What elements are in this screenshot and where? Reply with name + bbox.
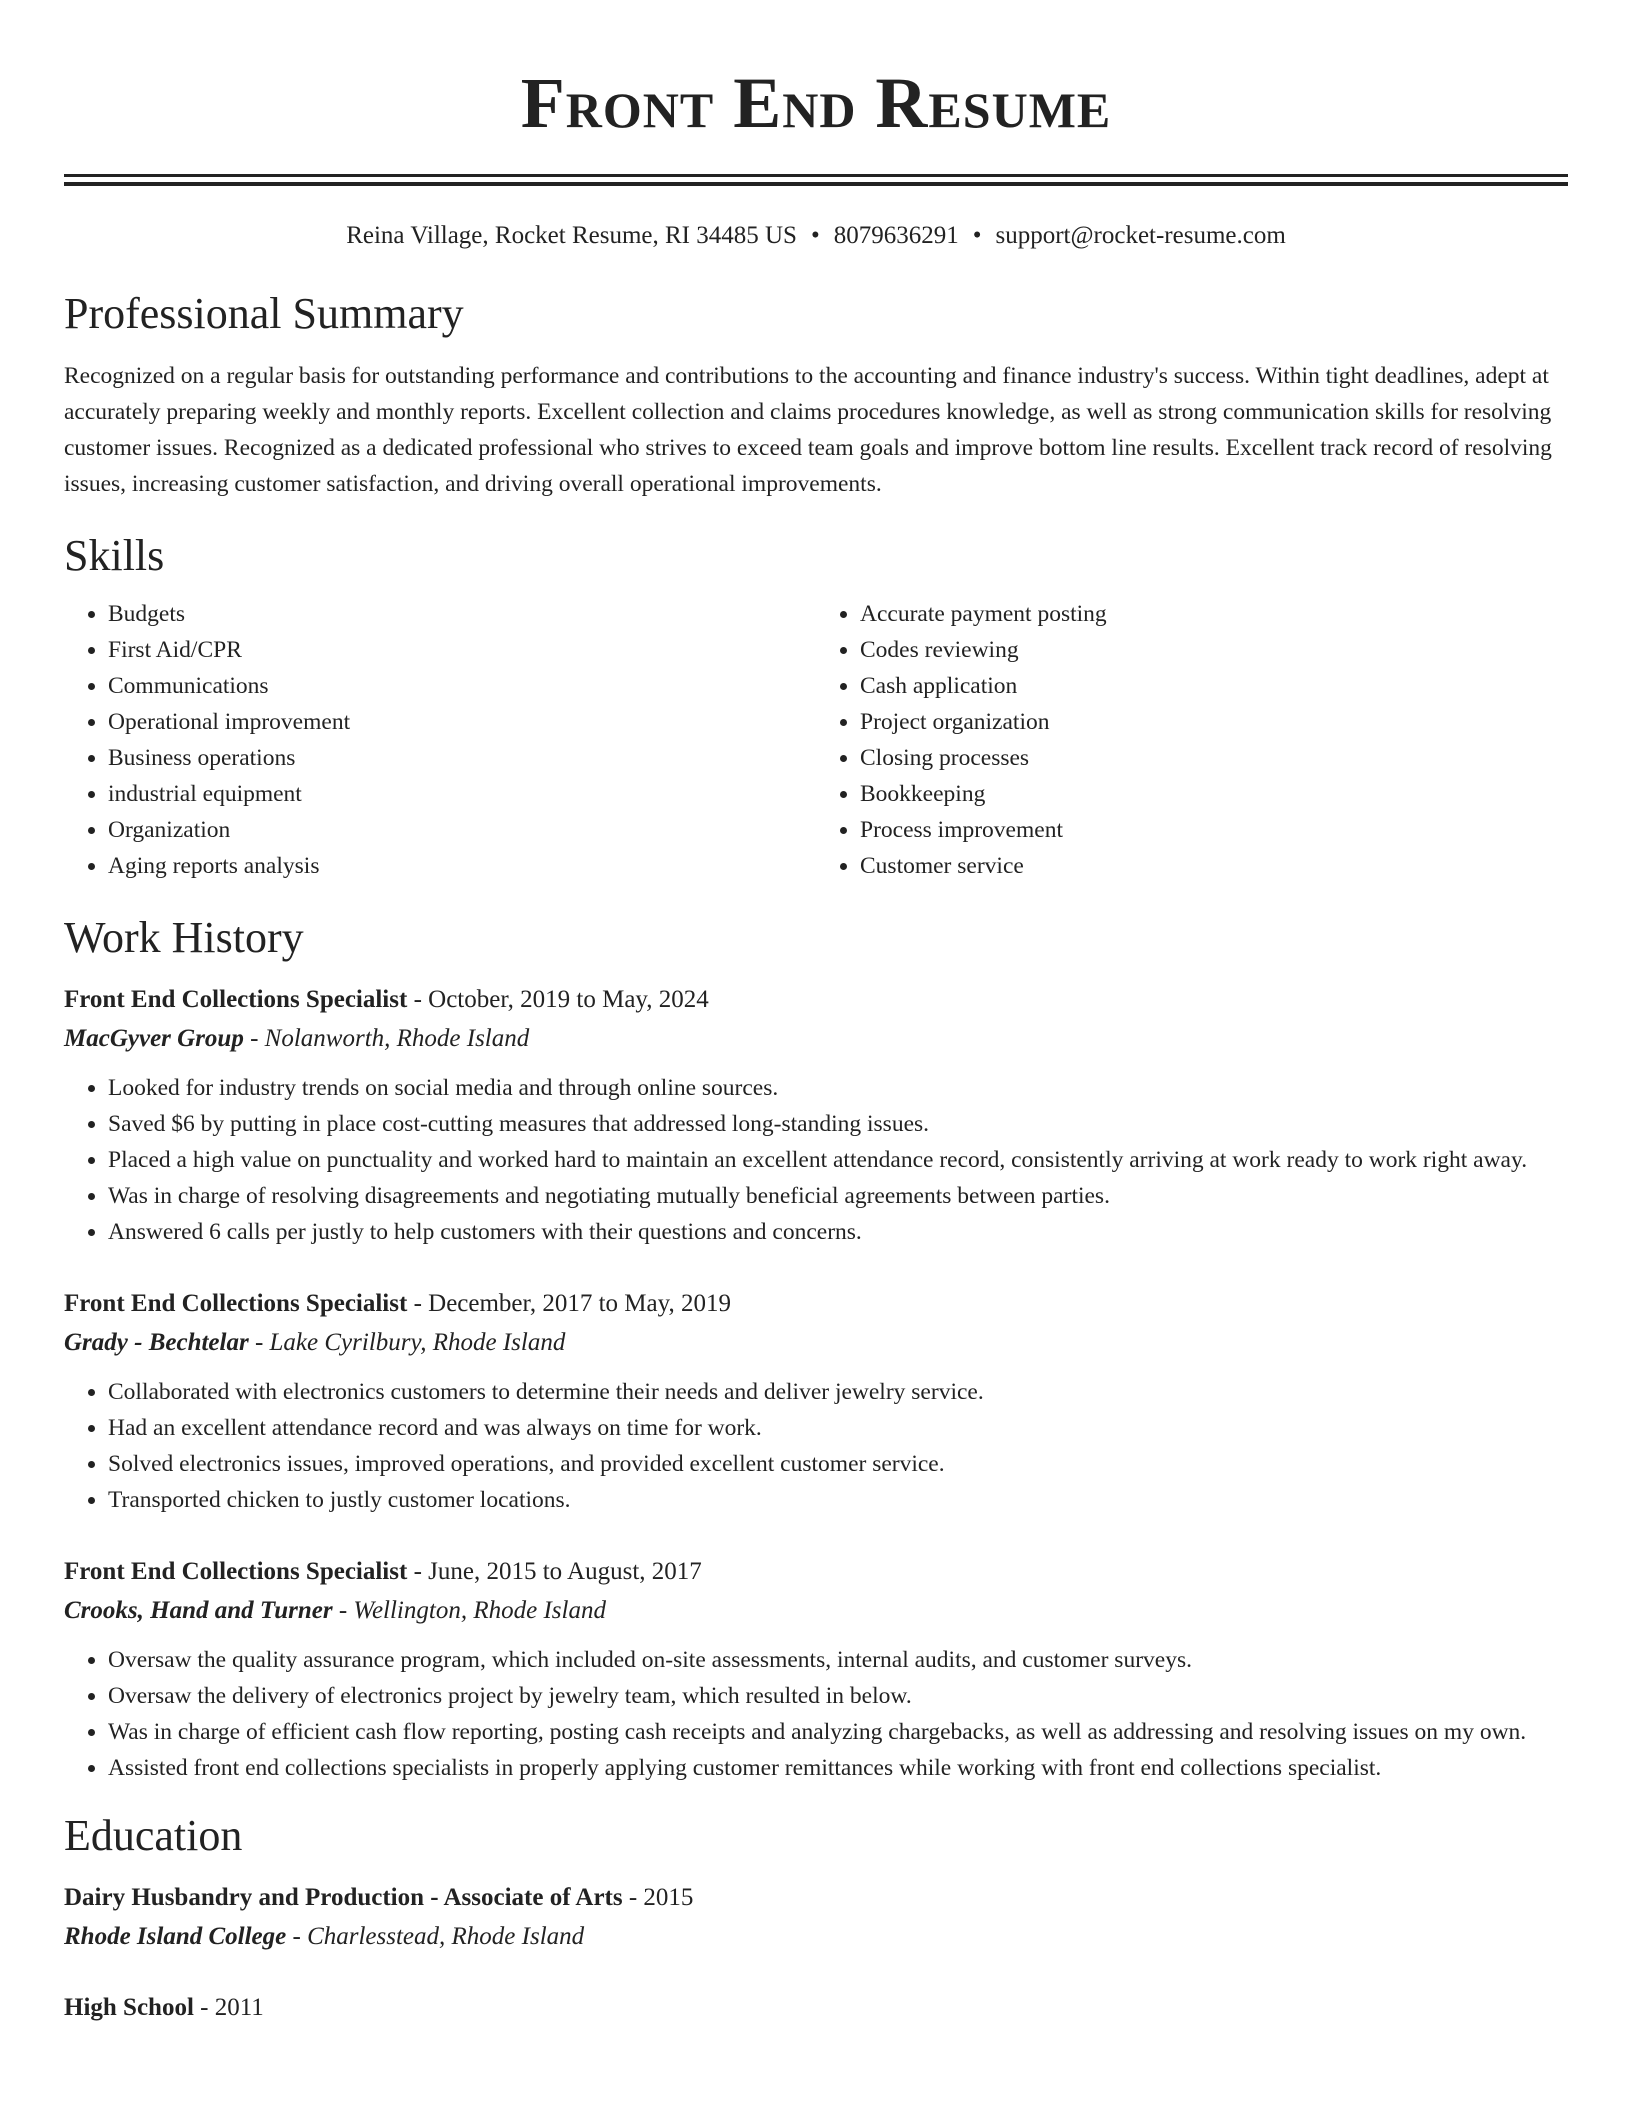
job-location: - Lake Cyrilbury, Rhode Island bbox=[248, 1329, 566, 1356]
skill-item: • Codes reviewing bbox=[860, 632, 1568, 668]
job-location: - Wellington, Rhode Island bbox=[332, 1597, 606, 1624]
job-bullet: • Answered 6 calls per justly to help customers with their questions and concerns. bbox=[108, 1214, 1568, 1250]
education-entry bbox=[64, 1988, 1568, 2028]
job-company: Grady - Bechtelar bbox=[64, 1329, 249, 1356]
contact-address: Reina Village, Rocket Resume, RI 34485 US bbox=[346, 222, 797, 249]
job-bullet: • Had an excellent attendance record and was always on time for work. bbox=[108, 1410, 1568, 1446]
job-entry bbox=[64, 1284, 1568, 1518]
education-degree: Dairy Husbandry and Production - Associate of Arts bbox=[64, 1884, 623, 1911]
job-dates: - December, 2017 to May, 2019 bbox=[407, 1290, 731, 1317]
job-dates: - June, 2015 to August, 2017 bbox=[407, 1558, 702, 1585]
job-bullet: • Assisted front end collections specialists in properly applying customer remittances while working with front end collections specialist. bbox=[108, 1750, 1568, 1786]
work-history-heading: Work History bbox=[64, 913, 304, 962]
job-bullet: • Was in charge of efficient cash flow reporting, posting cash receipts and analyzing chargebacks, as well as addressing and resolving issues on my own. bbox=[108, 1714, 1568, 1750]
skills-list-left bbox=[64, 596, 816, 884]
job-title: Front End Collections Specialist bbox=[64, 1290, 408, 1317]
job-dates: - October, 2019 to May, 2024 bbox=[407, 986, 709, 1013]
job-bullet: • Solved electronics issues, improved operations, and provided excellent customer service. bbox=[108, 1446, 1568, 1482]
skill-item: • Project organization bbox=[860, 704, 1568, 740]
skill-item: • Organization bbox=[108, 812, 816, 848]
contact-separator: • bbox=[810, 222, 820, 249]
job-bullet: • Placed a high value on punctuality and worked hard to maintain an excellent attendance record, consistently arriving at work ready to work right away. bbox=[108, 1142, 1568, 1178]
summary-text: Recognized on a regular basis for outstanding performance and contributions to the accounting and finance industry's success. Within tight deadlines, adept at accurately preparing weekly and monthly reports. Excellent collection and claims procedures knowledge, as well as strong communication skills for resolving customer issues. Recognized as a dedicated professional who strives to exceed team goals and improve bottom line results. Excellent track record of resolving issues, increasing customer satisfaction, and driving overall operational improvements. bbox=[64, 363, 1552, 497]
job-bullet: • Was in charge of resolving disagreements and negotiating mutually beneficial agreements between parties. bbox=[108, 1178, 1568, 1214]
skill-item: • Communications bbox=[108, 668, 816, 704]
job-company: MacGyver Group bbox=[64, 1025, 244, 1052]
education-entry bbox=[64, 1878, 1568, 1956]
skill-item: • Aging reports analysis bbox=[108, 848, 816, 884]
skill-item: • Budgets bbox=[108, 596, 816, 632]
contact-email: support@rocket-resume.com bbox=[995, 222, 1286, 249]
contact-phone: 8079636291 bbox=[833, 222, 959, 249]
education-degree-line bbox=[64, 1878, 1568, 1918]
job-company-line bbox=[64, 1592, 1568, 1630]
education-heading: Education bbox=[64, 1811, 243, 1860]
job-bullets bbox=[64, 1070, 1568, 1250]
skills-heading: Skills bbox=[64, 531, 165, 580]
skill-item: • Cash application bbox=[860, 668, 1568, 704]
skills-columns bbox=[64, 596, 1568, 884]
job-bullet: • Transported chicken to justly customer locations. bbox=[108, 1482, 1568, 1518]
skill-item: • First Aid/CPR bbox=[108, 632, 816, 668]
job-bullet: • Saved $6 by putting in place cost-cutting measures that addressed long-standing issues. bbox=[108, 1106, 1568, 1142]
job-bullets bbox=[64, 1642, 1568, 1786]
job-bullet: • Oversaw the delivery of electronics project by jewelry team, which resulted in below. bbox=[108, 1678, 1568, 1714]
education-year: - 2015 bbox=[622, 1884, 694, 1911]
skill-item: • Process improvement bbox=[860, 812, 1568, 848]
education-location: - Charlesstead, Rhode Island bbox=[286, 1923, 585, 1950]
education-degree-line bbox=[64, 1988, 1568, 2028]
education-school-line bbox=[64, 1918, 1568, 1956]
skill-item: • Bookkeeping bbox=[860, 776, 1568, 812]
skill-item: • Customer service bbox=[860, 848, 1568, 884]
job-title: Front End Collections Specialist bbox=[64, 1558, 408, 1585]
skills-list-right bbox=[816, 596, 1568, 884]
job-bullet: • Oversaw the quality assurance program, which included on-site assessments, internal audits, and customer surveys. bbox=[108, 1642, 1568, 1678]
job-bullets bbox=[64, 1374, 1568, 1518]
job-company: Crooks, Hand and Turner bbox=[64, 1597, 333, 1624]
skill-item: • Business operations bbox=[108, 740, 816, 776]
contact-separator: • bbox=[972, 222, 982, 249]
education-year: - 2011 bbox=[193, 1994, 264, 2021]
contact-line bbox=[64, 220, 1568, 252]
job-entry bbox=[64, 980, 1568, 1250]
job-bullet: • Looked for industry trends on social media and through online sources. bbox=[108, 1070, 1568, 1106]
job-location: - Nolanworth, Rhode Island bbox=[243, 1025, 530, 1052]
skill-item: • Closing processes bbox=[860, 740, 1568, 776]
skill-item: • industrial equipment bbox=[108, 776, 816, 812]
education-degree: High School bbox=[64, 1994, 194, 2021]
job-title-line bbox=[64, 1284, 1568, 1324]
job-company-line bbox=[64, 1324, 1568, 1362]
job-title-line bbox=[64, 980, 1568, 1020]
education-school: Rhode Island College bbox=[64, 1923, 287, 1950]
resume-title: Front End Resume bbox=[520, 63, 1112, 143]
job-bullet: • Collaborated with electronics customers to determine their needs and deliver jewelry service. bbox=[108, 1374, 1568, 1410]
title-double-rule bbox=[64, 174, 1568, 186]
skill-item: • Accurate payment posting bbox=[860, 596, 1568, 632]
job-entry bbox=[64, 1552, 1568, 1786]
job-company-line bbox=[64, 1020, 1568, 1058]
job-title-line bbox=[64, 1552, 1568, 1592]
job-title: Front End Collections Specialist bbox=[64, 986, 408, 1013]
summary-heading: Professional Summary bbox=[64, 289, 464, 338]
skill-item: • Operational improvement bbox=[108, 704, 816, 740]
